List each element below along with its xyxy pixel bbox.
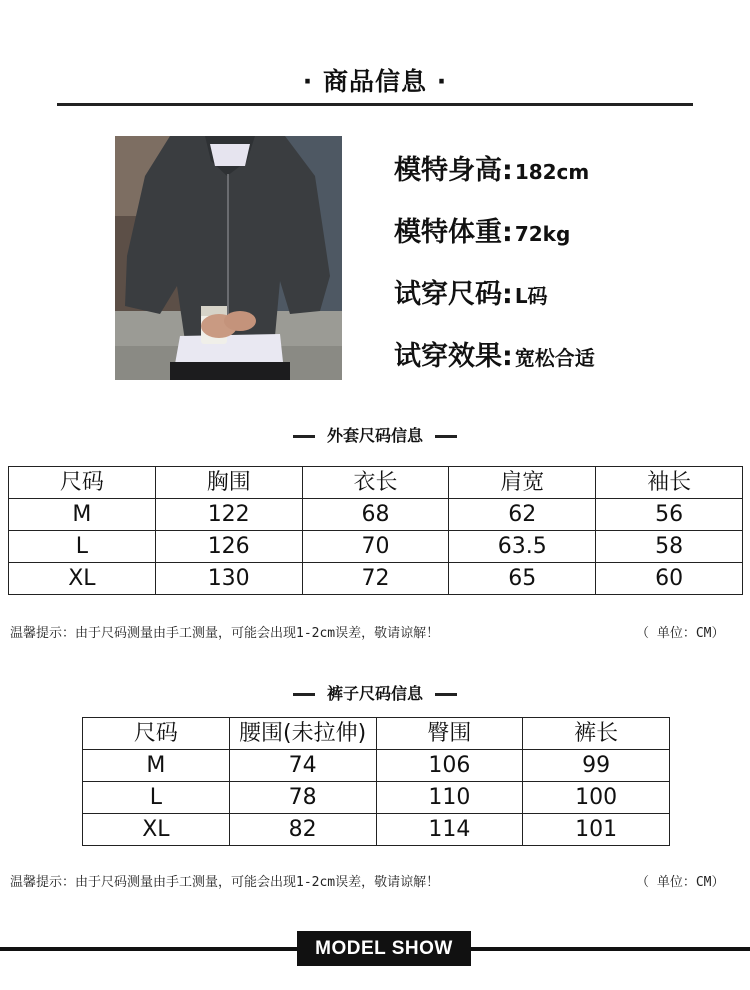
jacket-size-table — [8, 466, 743, 595]
table-cell: 99 — [523, 750, 670, 782]
table-header-cell: 胸围 — [155, 467, 302, 499]
table-cell: 72 — [302, 563, 449, 595]
table-header-cell: 袖长 — [596, 467, 743, 499]
table-cell: L — [9, 531, 156, 563]
table-header-cell: 肩宽 — [449, 467, 596, 499]
pants-size-table — [82, 717, 670, 846]
table-cell: 78 — [229, 782, 376, 814]
spec-label: 试穿效果: — [394, 341, 513, 372]
table-cell: 101 — [523, 814, 670, 846]
table-cell: M — [83, 750, 230, 782]
table-row — [83, 750, 670, 782]
table-row — [9, 499, 743, 531]
table-cell: L — [83, 782, 230, 814]
title-dash-right — [435, 435, 457, 438]
spec-value: 宽松合适 — [514, 346, 595, 370]
table-header-cell: 尺码 — [83, 718, 230, 750]
spec-model-height — [394, 148, 589, 187]
pants-measurement-note: 温馨提示：由于尺码测量由手工测量，可能会出现1-2cm误差，敬请谅解！ — [10, 875, 440, 890]
table-cell: 106 — [376, 750, 523, 782]
table-row — [9, 563, 743, 595]
title-divider — [57, 103, 693, 106]
spec-value: 182cm — [514, 160, 590, 184]
table-cell: 126 — [155, 531, 302, 563]
table-row — [83, 814, 670, 846]
jacket-unit-label: （ 单位：CM） — [636, 626, 725, 641]
model-photo — [115, 136, 342, 380]
jacket-measurement-note: 温馨提示：由于尺码测量由手工测量，可能会出现1-2cm误差，敬请谅解！ — [10, 626, 440, 641]
table-cell: 63.5 — [449, 531, 596, 563]
table-cell: M — [9, 499, 156, 531]
table-cell: 70 — [302, 531, 449, 563]
table-header-cell: 裤长 — [523, 718, 670, 750]
title-dash-left — [293, 693, 315, 696]
table-header-row — [9, 467, 743, 499]
table-cell: XL — [83, 814, 230, 846]
table-cell: 62 — [449, 499, 596, 531]
table-cell: 60 — [596, 563, 743, 595]
spec-label: 试穿尺码: — [394, 279, 513, 310]
table-cell: 130 — [155, 563, 302, 595]
spec-value: L码 — [514, 284, 548, 308]
spec-model-weight — [394, 210, 570, 249]
section-title: · 商品信息 · — [302, 67, 448, 96]
table-cell: 56 — [596, 499, 743, 531]
table-cell: XL — [9, 563, 156, 595]
table-cell: 110 — [376, 782, 523, 814]
spec-fit-effect — [394, 334, 595, 373]
title-dash-left — [293, 435, 315, 438]
pants-unit-label: （ 单位：CM） — [636, 875, 725, 890]
table-cell: 58 — [596, 531, 743, 563]
table-cell: 100 — [523, 782, 670, 814]
model-photo-illustration — [115, 136, 342, 380]
spec-label: 模特体重: — [394, 217, 513, 248]
table-header-row — [83, 718, 670, 750]
table-cell: 122 — [155, 499, 302, 531]
pants-size-title — [0, 681, 750, 704]
table-header-cell: 腰围(未拉伸) — [229, 718, 376, 750]
jacket-size-title — [0, 423, 750, 446]
table-header-cell: 尺码 — [9, 467, 156, 499]
spec-value: 72kg — [514, 222, 571, 246]
table-cell: 114 — [376, 814, 523, 846]
jacket-size-title-text: 外套尺码信息 — [326, 426, 423, 445]
table-cell: 68 — [302, 499, 449, 531]
table-cell: 82 — [229, 814, 376, 846]
title-dash-right — [435, 693, 457, 696]
pants-size-title-text: 裤子尺码信息 — [326, 684, 423, 703]
table-header-cell: 臀围 — [376, 718, 523, 750]
table-cell: 65 — [449, 563, 596, 595]
spec-label: 模特身高: — [394, 155, 513, 186]
table-header-cell: 衣长 — [302, 467, 449, 499]
table-cell: 74 — [229, 750, 376, 782]
table-row — [9, 531, 743, 563]
model-show-badge: MODEL SHOW — [297, 931, 471, 966]
table-row — [83, 782, 670, 814]
spec-try-size — [394, 272, 548, 311]
